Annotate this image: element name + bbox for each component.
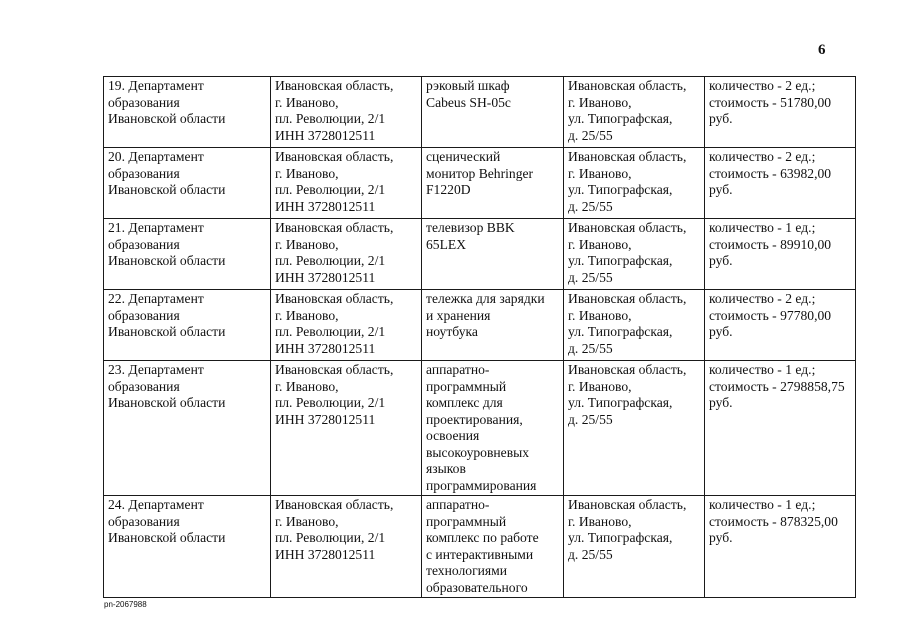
item-cell: аппаратно- программный комплекс по работе с интерактивными технологиями образовательного: [422, 496, 564, 598]
org-cell: 19. Департамент образования Ивановской области: [104, 77, 271, 148]
address-cell: Ивановская область, г. Иваново, пл. Революции, 2/1 ИНН 3728012511: [271, 290, 422, 361]
item-cell: рэковый шкаф Cabeus SH-05c: [422, 77, 564, 148]
location-cell: Ивановская область, г. Иваново, ул. Типографская, д. 25/55: [564, 148, 705, 219]
location-cell: Ивановская область, г. Иваново, ул. Типографская, д. 25/55: [564, 290, 705, 361]
table-row: [104, 496, 856, 598]
quantity-cost-cell: количество - 1 ед.; стоимость - 2798858,75 руб.: [705, 361, 856, 496]
table-row: [104, 77, 856, 148]
quantity-cost-cell: количество - 2 ед.; стоимость - 63982,00 руб.: [705, 148, 856, 219]
table-row: [104, 290, 856, 361]
quantity-cost-cell: количество - 1 ед.; стоимость - 89910,00 руб.: [705, 219, 856, 290]
page-number: 6: [818, 42, 826, 58]
item-cell: телевизор BBK 65LEX: [422, 219, 564, 290]
org-cell: 23. Департамент образования Ивановской области: [104, 361, 271, 496]
table-row: [104, 148, 856, 219]
org-cell: 22. Департамент образования Ивановской области: [104, 290, 271, 361]
quantity-cost-cell: количество - 2 ед.; стоимость - 51780,00 руб.: [705, 77, 856, 148]
location-cell: Ивановская область, г. Иваново, ул. Типографская, д. 25/55: [564, 361, 705, 496]
table-row: [104, 361, 856, 496]
address-cell: Ивановская область, г. Иваново, пл. Революции, 2/1 ИНН 3728012511: [271, 496, 422, 598]
address-cell: Ивановская область, г. Иваново, пл. Революции, 2/1 ИНН 3728012511: [271, 148, 422, 219]
org-cell: 24. Департамент образования Ивановской области: [104, 496, 271, 598]
location-cell: Ивановская область, г. Иваново, ул. Типографская, д. 25/55: [564, 77, 705, 148]
address-cell: Ивановская область, г. Иваново, пл. Революции, 2/1 ИНН 3728012511: [271, 361, 422, 496]
org-cell: 20. Департамент образования Ивановской области: [104, 148, 271, 219]
item-cell: тележка для зарядки и хранения ноутбука: [422, 290, 564, 361]
item-cell: сценический монитор Behringer F1220D: [422, 148, 564, 219]
location-cell: Ивановская область, г. Иваново, ул. Типографская, д. 25/55: [564, 496, 705, 598]
location-cell: Ивановская область, г. Иваново, ул. Типографская, д. 25/55: [564, 219, 705, 290]
document-code: pn-2067988: [104, 600, 147, 609]
equipment-table: [103, 76, 856, 598]
table-row: [104, 219, 856, 290]
quantity-cost-cell: количество - 2 ед.; стоимость - 97780,00 руб.: [705, 290, 856, 361]
quantity-cost-cell: количество - 1 ед.; стоимость - 878325,00 руб.: [705, 496, 856, 598]
address-cell: Ивановская область, г. Иваново, пл. Революции, 2/1 ИНН 3728012511: [271, 219, 422, 290]
org-cell: 21. Департамент образования Ивановской области: [104, 219, 271, 290]
address-cell: Ивановская область, г. Иваново, пл. Революции, 2/1 ИНН 3728012511: [271, 77, 422, 148]
item-cell: аппаратно- программный комплекс для проектирования, освоения высокоуровневых языков программирования: [422, 361, 564, 496]
